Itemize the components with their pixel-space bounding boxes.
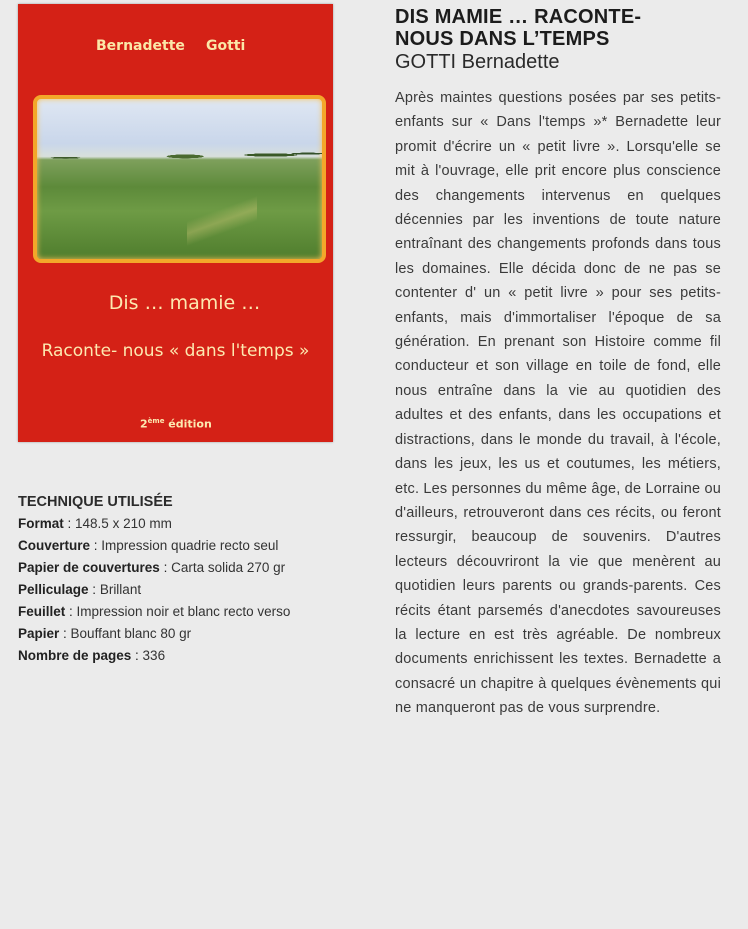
spec-key: Papier de couvertures	[18, 560, 160, 575]
spec-separator: :	[63, 516, 76, 531]
spec-row-feuillet	[18, 601, 348, 623]
cover-photo-landscape	[33, 95, 326, 263]
cover-edition-word: édition	[168, 417, 212, 431]
cover-edition-suffix: ème	[147, 417, 165, 425]
spec-key: Feuillet	[18, 604, 66, 619]
spec-separator: :	[90, 538, 102, 553]
cover-edition	[140, 417, 212, 431]
cover-photo-path	[187, 171, 257, 263]
cover-edition-number: 2	[140, 417, 148, 431]
spec-value: Brillant	[99, 582, 142, 597]
specs-heading: TECHNIQUE UTILISÉE	[18, 494, 173, 510]
cover-title-line2: Raconte- nous « dans l'temps »	[41, 341, 310, 361]
cover-author-first: Bernadette	[96, 38, 185, 54]
spec-value: Impression quadrie recto seul	[101, 538, 279, 553]
spec-key: Papier	[18, 626, 60, 641]
book-cover-image	[18, 4, 333, 442]
spec-key: Pelliculage	[18, 582, 89, 597]
spec-key: Format	[18, 516, 64, 531]
spec-value: Carta solida 270 gr	[171, 560, 286, 575]
spec-row-couverture	[18, 535, 348, 557]
technical-specs	[18, 491, 348, 667]
spec-key: Couverture	[18, 538, 91, 553]
spec-row-papier-couvertures	[18, 557, 348, 579]
spec-row-nombre-pages	[18, 645, 348, 667]
spec-separator: :	[65, 604, 77, 619]
spec-separator: :	[131, 648, 143, 663]
book-title-line2: NOUS DANS L’TEMPS	[395, 28, 610, 50]
cover-title-line1: Dis … mamie …	[108, 292, 261, 314]
spec-separator: :	[59, 626, 71, 641]
book-info	[395, 6, 721, 721]
book-title	[395, 6, 721, 50]
spec-key: Nombre de pages	[18, 648, 132, 663]
book-title-line1: DIS MAMIE … RACONTE-	[395, 6, 642, 28]
book-author: GOTTI Bernadette	[395, 51, 560, 73]
spec-row-format	[18, 513, 348, 535]
cover-author-last: Gotti	[206, 38, 246, 54]
spec-value: 336	[142, 648, 166, 663]
spec-row-pelliculage	[18, 579, 348, 601]
book-description: Après maintes questions posées par ses petits-enfants sur « Dans l'temps »* Bernadette leur promit d'écrire un « petit livre ». Lorsqu'elle se mit à l'ouvrage, elle prit encore plus conscience des changements intervenus en quelques décennies par les inventions de toute nature entraînant des changements profonds dans tous les domaines. Elle décida donc de ne pas se contenter d' un « petit livre » pour ses petits-enfants, mais d'immortaliser l'époque de sa génération. En prenant son Histoire comme fil conducteur et son village en toile de fond, elle nous entraîne dans la vie au quotidien des adultes et des enfants, dans les occupations et distractions, dans le monde du travail, à l'école, dans les jeux, les us et coutumes, les métiers, etc. Les personnes du même âge, de Lorraine ou d'ailleurs, retrouveront dans ces récits, ou feront ressurgir, beaucoup de souvenirs. D'autres lecteurs découvriront la vie que menèrent au quotidien leurs parents ou grands-parents. Ces récits étant parsemés d'anecdotes savoureuses la lecture en est très agréable. De nombreux documents enrichissent les textes. Bernadette a consacré un chapitre à quelques évènements qui ne manqueront pas de vous surprendre.	[395, 90, 721, 717]
spec-value: Bouffant blanc 80 gr	[70, 626, 192, 641]
spec-row-papier	[18, 623, 348, 645]
spec-value: 148.5 x 210 mm	[75, 516, 172, 531]
spec-separator: :	[88, 582, 100, 597]
spec-separator: :	[159, 560, 172, 575]
spec-value: Impression noir et blanc recto verso	[76, 604, 291, 619]
cover-photo-trees	[37, 141, 322, 169]
